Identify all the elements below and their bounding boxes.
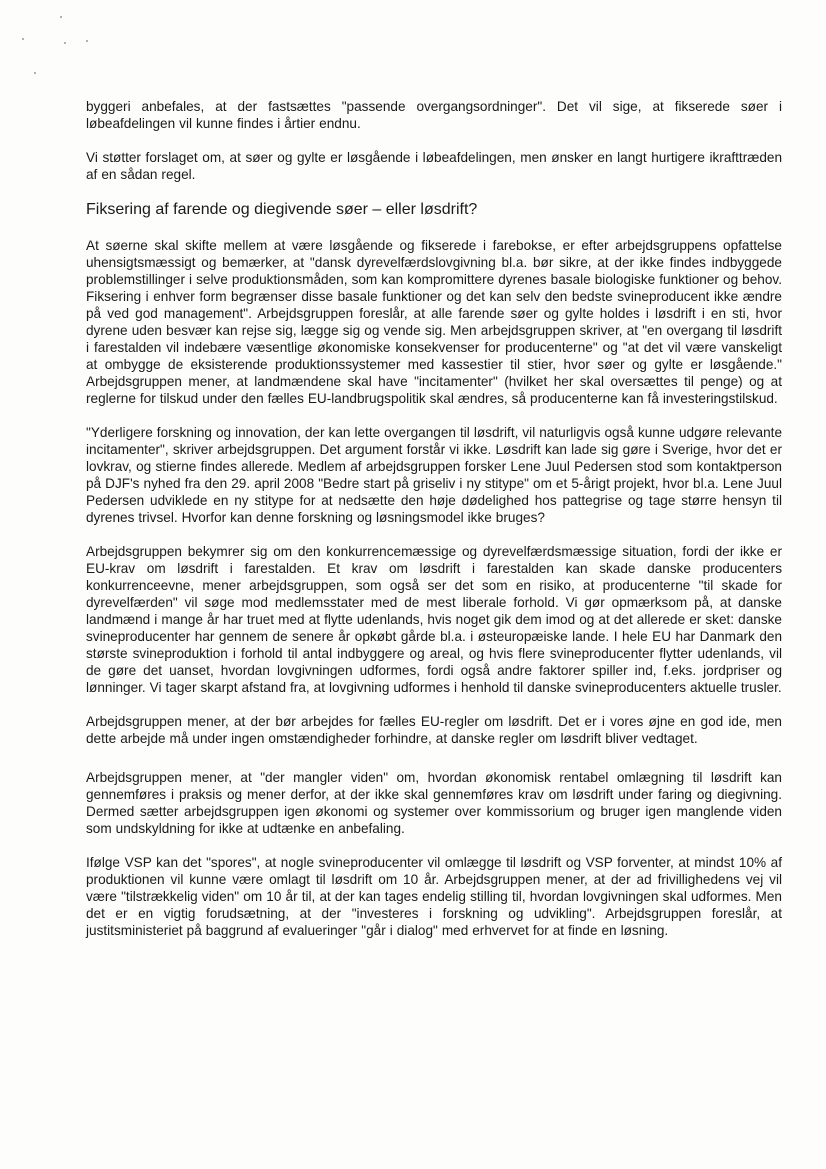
paragraph-8: Ifølge VSP kan det "spores", at nogle svineproducenter vil omlægge til løsdrift og VSP forventer, at mindst 10% af produktionen vil kunne være omlagt til løsdrift om 10 år. Arbejdsgruppen mener, at der ad frivillighedens vej vil være "tilstrækkelig viden" om 10 år til, at der kan tages endelig stilling til, hvordan lovgivningen skal udformes. Men det er en vigtig forudsætning, at der "investeres i forskning og udvikling". Arbejdsgruppen foreslår, at justitsministeriet på baggrund af evalueringer "går i dialog" med erhvervet for at finde en løsning. <box>86 855 782 938</box>
paragraph-6: Arbejdsgruppen mener, at der bør arbejdes for fælles EU-regler om løsdrift. Det er i vores øjne en god ide, men dette arbejde må under ingen omstændigheder forhindre, at danske regler om løsdrift bliver vedtaget. <box>86 714 782 746</box>
section-heading: Fiksering af farende og diegivende søer – eller løsdrift? <box>86 201 478 218</box>
scan-speck <box>64 42 66 44</box>
paragraph-2: Vi støtter forslaget om, at søer og gylte er løsgående i løbeafdelingen, men ønsker en langt hurtigere ikrafttræden af en sådan regel. <box>86 150 782 182</box>
scan-speck <box>22 38 24 40</box>
paragraph-4: "Yderligere forskning og innovation, der kan lette overgangen til løsdrift, vil naturligvis også kunne udgøre relevante incitamenter", skriver arbejdsgruppen. Det argument forstår vi ikke. Løsdrift kan lade sig gøre i Sverige, hvor det er lovkrav, og stierne findes allerede. Medlem af arbejdsgruppen forsker Lene Juul Pedersen stod som kontaktperson på DJF's nyhed fra den 29. april 2008 "Bedre start på griseliv i ny stitype" om et 5-årigt projekt, hvor bl.a. Lene Juul Pedersen udviklede en ny stitype for at nedsætte den høje dødelighed hos pattegrise og tage større hensyn til dyrenes trivsel. Hvorfor kan denne forskning og løsningsmodel ikke bruges? <box>86 425 782 525</box>
scan-speck <box>86 40 88 42</box>
paragraph-7: Arbejdsgruppen mener, at "der mangler viden" om, hvordan økonomisk rentabel omlægning til løsdrift kan gennemføres i praksis og mener derfor, at der ikke skal gennemføres krav om løsdrift under faring og diegivning. Dermed sætter arbejdsgruppen igen økonomi og systemer over kommissorium og bruger igen manglende viden som undskyldning for ikke at udtænke en anbefaling. <box>86 770 782 836</box>
scan-speck <box>34 72 36 74</box>
paragraph-5: Arbejdsgruppen bekymrer sig om den konkurrencemæssige og dyrevelfærdsmæssige situation, fordi der ikke er EU-krav om løsdrift i farestalden. Et krav om løsdrift i farestalden kan skade danske producenters konkurrenceevne, mener arbejdsgruppen, som også ser det som en risiko, at producenterne "til skade for dyrevelfærden" vil søge mod medlemsstater med de mest liberale forhold. Vi gør opmærksom på, at danske landmænd i mange år har truet med at flytte udenlands, hvis noget gik dem imod og at det allerede er sket: danske svineproducenter har gennem de senere år opkøbt gårde bl.a. i østeuropæiske lande. I hele EU har Danmark den største svineproduktion i forhold til antal indbyggere og areal, og hvis flere svineproducenter flytter udenlands, vil de gøre det uanset, hvordan lovgivningen udformes, fordi også andre faktorer spiller ind, f.eks. jordpriser og lønninger. Vi tager skarpt afstand fra, at lovgivning udformes i henhold til danske svineproducenters aktuelle trusler. <box>86 544 782 695</box>
paragraph-3: At søerne skal skifte mellem at være løsgående og fikserede i farebokse, er efter arbejdsgruppens opfattelse uhensigtsmæssigt og bemærker, at "dansk dyrevelfærdslovgivning bl.a. bør sikre, at der ikke findes indbyggede problemstillinger i selve produktionsmåden, som kan kompromittere dyrenes basale biologiske funktioner og behov. Fiksering i enhver form begrænser disse basale funktioner og det kan selv den bedste svineproducent ikke ændre på ved god management". Arbejdsgruppen foreslår, at alle farende søer og gylte holdes i løsdrift i en sti, hvor dyrene uden besvær kan rejse sig, lægge sig og vende sig. Men arbejdsgruppen skriver, at "en overgang til løsdrift i farestalden vil indebære væsentlige økonomiske konsekvenser for producenterne" og "at det vil være vanskeligt at ombygge de eksisterende produktionssystemer med kassestier til stier, hvor søer og gylte er løsgående." Arbejdsgruppen mener, at landmændene skal have "incitamenter" (hvilket her skal oversættes til penge) og at reglerne for tilskud under den fælles EU-landbrugspolitik skal ændres, så producenterne kan få investeringstilskud. <box>86 238 782 406</box>
scan-speck <box>60 16 62 18</box>
document-page <box>86 98 782 939</box>
paragraph-1: byggeri anbefales, at der fastsættes "passende overgangsordninger". Det vil sige, at fikserede søer i løbeafdelingen vil kunne findes i årtier endnu. <box>86 99 782 131</box>
